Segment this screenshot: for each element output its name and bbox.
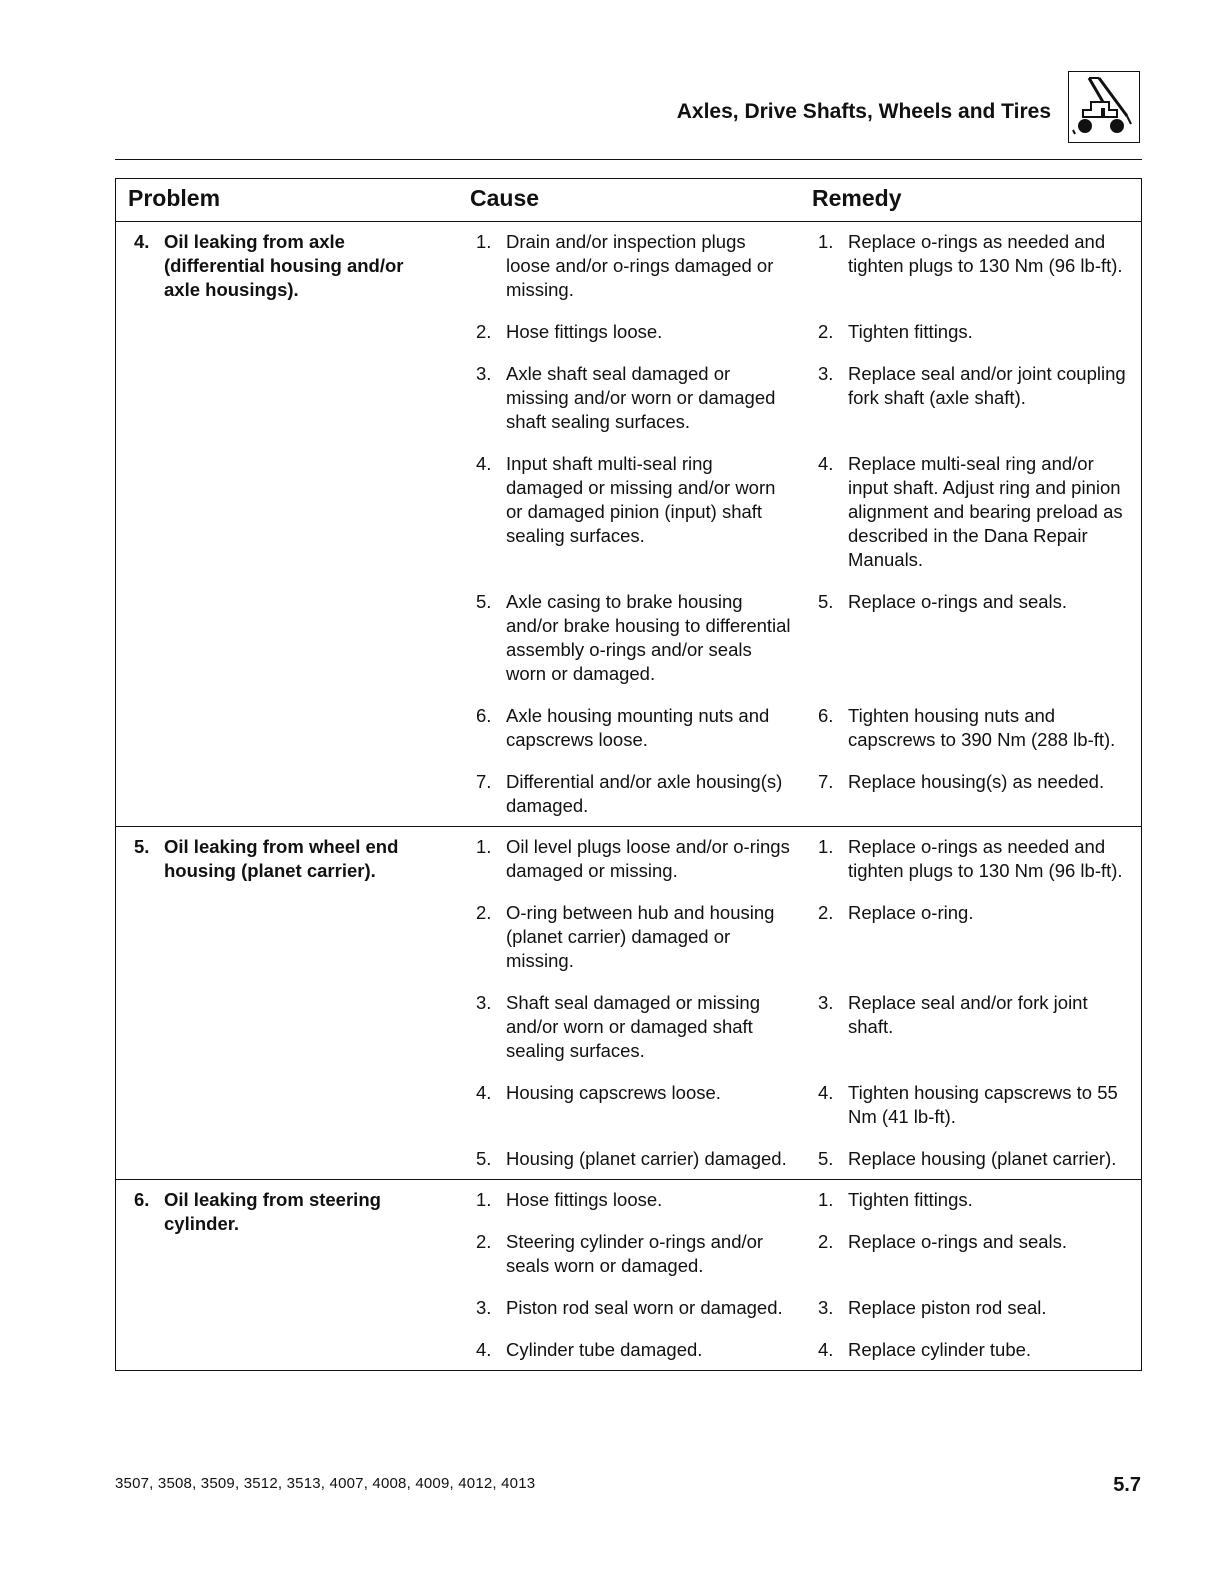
column-header-remedy: Remedy — [812, 185, 902, 211]
cause-number: 4. — [476, 1339, 492, 1360]
problem-text: Oil leaking from wheel end housing (planet carrier). — [164, 836, 399, 881]
remedy-cell — [818, 1145, 1138, 1171]
cause-cell — [476, 1079, 818, 1129]
remedy-number: 3. — [818, 992, 834, 1013]
cause-text: Hose fittings loose. — [506, 321, 663, 342]
telehandler-section-icon — [1068, 71, 1140, 143]
remedy-text: Replace o-rings and seals. — [848, 1231, 1068, 1252]
remedy-number: 4. — [818, 1082, 834, 1103]
remedy-text: Replace seal and/or fork joint shaft. — [848, 992, 1088, 1037]
remedy-text: Replace o-rings as needed and tighten plugs to 130 Nm (96 lb-ft). — [848, 836, 1123, 881]
problem-cell — [134, 835, 434, 883]
column-header-problem: Problem — [128, 185, 221, 211]
problem-text: Oil leaking from steering cylinder. — [164, 1189, 381, 1234]
remedy-text: Replace multi-seal ring and/or input shaft. Adjust ring and pinion alignment and bearing preload as described in the Dana Repair Manuals. — [848, 453, 1123, 570]
remedy-cell — [818, 702, 1138, 752]
cause-number: 1. — [476, 836, 492, 857]
remedy-number: 5. — [818, 591, 834, 612]
cause-number: 6. — [476, 705, 492, 726]
cause-text: Axle shaft seal damaged or missing and/or worn or damaged shaft sealing surfaces. — [506, 363, 776, 432]
cause-remedy-row — [476, 588, 1141, 686]
cause-number: 3. — [476, 992, 492, 1013]
cause-cell — [476, 1336, 818, 1362]
remedy-number: 1. — [818, 1189, 834, 1210]
column-header-cause: Cause — [470, 185, 540, 211]
remedy-number: 4. — [818, 1339, 834, 1360]
remedy-text: Replace cylinder tube. — [848, 1339, 1032, 1360]
cause-remedy-row — [476, 833, 1141, 883]
cause-remedy-row — [476, 1186, 1141, 1212]
remedy-cell — [818, 1294, 1138, 1320]
cause-remedy-row — [476, 899, 1141, 973]
problem-text: Oil leaking from axle (differential housing and/or axle housings). — [164, 231, 404, 300]
cause-number: 5. — [476, 591, 492, 612]
cause-cell — [476, 1294, 818, 1320]
remedy-text: Tighten housing nuts and capscrews to 390 Nm (288 lb-ft). — [848, 705, 1116, 750]
remedy-number: 2. — [818, 902, 834, 923]
cause-cell — [476, 899, 818, 973]
remedy-text: Replace o-rings and seals. — [848, 591, 1068, 612]
cause-number: 4. — [476, 1082, 492, 1103]
remedy-cell — [818, 360, 1138, 434]
cause-text: Drain and/or inspection plugs loose and/or o-rings damaged or missing. — [506, 231, 774, 300]
cause-cell — [476, 360, 818, 434]
remedy-cell — [818, 588, 1138, 686]
cause-cell — [476, 1145, 818, 1171]
cause-remedy-row — [476, 450, 1141, 572]
cause-cell — [476, 833, 818, 883]
cause-cell — [476, 588, 818, 686]
cause-number: 3. — [476, 363, 492, 384]
remedy-cell — [818, 768, 1138, 818]
cause-number: 4. — [476, 453, 492, 474]
cause-text: Differential and/or axle housing(s) damaged. — [506, 771, 783, 816]
remedy-number: 7. — [818, 771, 834, 792]
cause-cell — [476, 318, 818, 344]
troubleshooting-table — [115, 178, 1142, 1371]
cause-remedy-row — [476, 1294, 1141, 1320]
remedy-text: Tighten fittings. — [848, 1189, 973, 1210]
problem-section — [116, 1180, 1141, 1370]
cause-remedy-row — [476, 228, 1141, 302]
header-rule — [115, 159, 1142, 160]
cause-remedy-row — [476, 768, 1141, 818]
remedy-number: 3. — [818, 1297, 834, 1318]
cause-text: Steering cylinder o-rings and/or seals worn or damaged. — [506, 1231, 764, 1276]
page-number: 5.7 — [1113, 1474, 1141, 1496]
remedy-cell — [818, 833, 1138, 883]
problem-number: 4. — [134, 231, 150, 252]
cause-remedy-row — [476, 1079, 1141, 1129]
cause-cell — [476, 1186, 818, 1212]
remedy-text: Replace o-ring. — [848, 902, 974, 923]
cause-cell — [476, 228, 818, 302]
cause-remedy-row — [476, 1336, 1141, 1362]
cause-text: Oil level plugs loose and/or o-rings damaged or missing. — [506, 836, 790, 881]
remedy-cell — [818, 1186, 1138, 1212]
remedy-cell — [818, 1228, 1138, 1278]
remedy-number: 6. — [818, 705, 834, 726]
remedy-cell — [818, 899, 1138, 973]
cause-cell — [476, 1228, 818, 1278]
table-header-row — [116, 179, 1141, 222]
remedy-number: 2. — [818, 321, 834, 342]
remedy-cell — [818, 1336, 1138, 1362]
problem-section — [116, 222, 1141, 827]
cause-text: Input shaft multi-seal ring damaged or missing and/or worn or damaged pinion (input) shaft sealing surfaces. — [506, 453, 776, 546]
cause-cell — [476, 450, 818, 572]
remedy-text: Replace piston rod seal. — [848, 1297, 1047, 1318]
remedy-cell — [818, 1079, 1138, 1129]
cause-remedy-row — [476, 989, 1141, 1063]
cause-number: 5. — [476, 1148, 492, 1169]
remedy-number: 4. — [818, 453, 834, 474]
cause-number: 1. — [476, 231, 492, 252]
remedy-text: Tighten fittings. — [848, 321, 973, 342]
cause-remedy-row — [476, 1145, 1141, 1171]
footer-model-list: 3507, 3508, 3509, 3512, 3513, 4007, 4008, 4009, 4012, 4013 — [115, 1475, 536, 1492]
problem-number: 6. — [134, 1189, 150, 1210]
cause-text: Axle casing to brake housing and/or brake housing to differential assembly o-rings and/or seals worn or damaged. — [506, 591, 791, 684]
remedy-cell — [818, 450, 1138, 572]
remedy-number: 3. — [818, 363, 834, 384]
remedy-number: 1. — [818, 231, 834, 252]
problem-cell — [134, 230, 434, 302]
remedy-text: Tighten housing capscrews to 55 Nm (41 lb-ft). — [848, 1082, 1118, 1127]
cause-number: 2. — [476, 902, 492, 923]
cause-text: Hose fittings loose. — [506, 1189, 663, 1210]
cause-remedy-row — [476, 318, 1141, 344]
cause-text: Shaft seal damaged or missing and/or worn or damaged shaft sealing surfaces. — [506, 992, 760, 1061]
cause-text: Housing capscrews loose. — [506, 1082, 721, 1103]
remedy-cell — [818, 318, 1138, 344]
remedy-text: Replace seal and/or joint coupling fork shaft (axle shaft). — [848, 363, 1126, 408]
cause-cell — [476, 768, 818, 818]
remedy-number: 2. — [818, 1231, 834, 1252]
cause-number: 2. — [476, 321, 492, 342]
problem-section — [116, 827, 1141, 1180]
remedy-number: 1. — [818, 836, 834, 857]
remedy-cell — [818, 228, 1138, 302]
cause-text: Housing (planet carrier) damaged. — [506, 1148, 787, 1169]
remedy-text: Replace housing (planet carrier). — [848, 1148, 1117, 1169]
cause-text: Piston rod seal worn or damaged. — [506, 1297, 783, 1318]
cause-cell — [476, 989, 818, 1063]
cause-text: O-ring between hub and housing (planet carrier) damaged or missing. — [506, 902, 775, 971]
cause-remedy-row — [476, 360, 1141, 434]
remedy-text: Replace o-rings as needed and tighten plugs to 130 Nm (96 lb-ft). — [848, 231, 1123, 276]
cause-number: 3. — [476, 1297, 492, 1318]
remedy-cell — [818, 989, 1138, 1063]
problem-cell — [134, 1188, 434, 1236]
cause-number: 2. — [476, 1231, 492, 1252]
cause-number: 1. — [476, 1189, 492, 1210]
problem-number: 5. — [134, 836, 150, 857]
cause-remedy-row — [476, 1228, 1141, 1278]
section-title: Axles, Drive Shafts, Wheels and Tires — [676, 100, 1051, 123]
cause-number: 7. — [476, 771, 492, 792]
cause-cell — [476, 702, 818, 752]
cause-text: Axle housing mounting nuts and capscrews loose. — [506, 705, 770, 750]
cause-remedy-row — [476, 702, 1141, 752]
remedy-number: 5. — [818, 1148, 834, 1169]
remedy-text: Replace housing(s) as needed. — [848, 771, 1105, 792]
cause-text: Cylinder tube damaged. — [506, 1339, 703, 1360]
